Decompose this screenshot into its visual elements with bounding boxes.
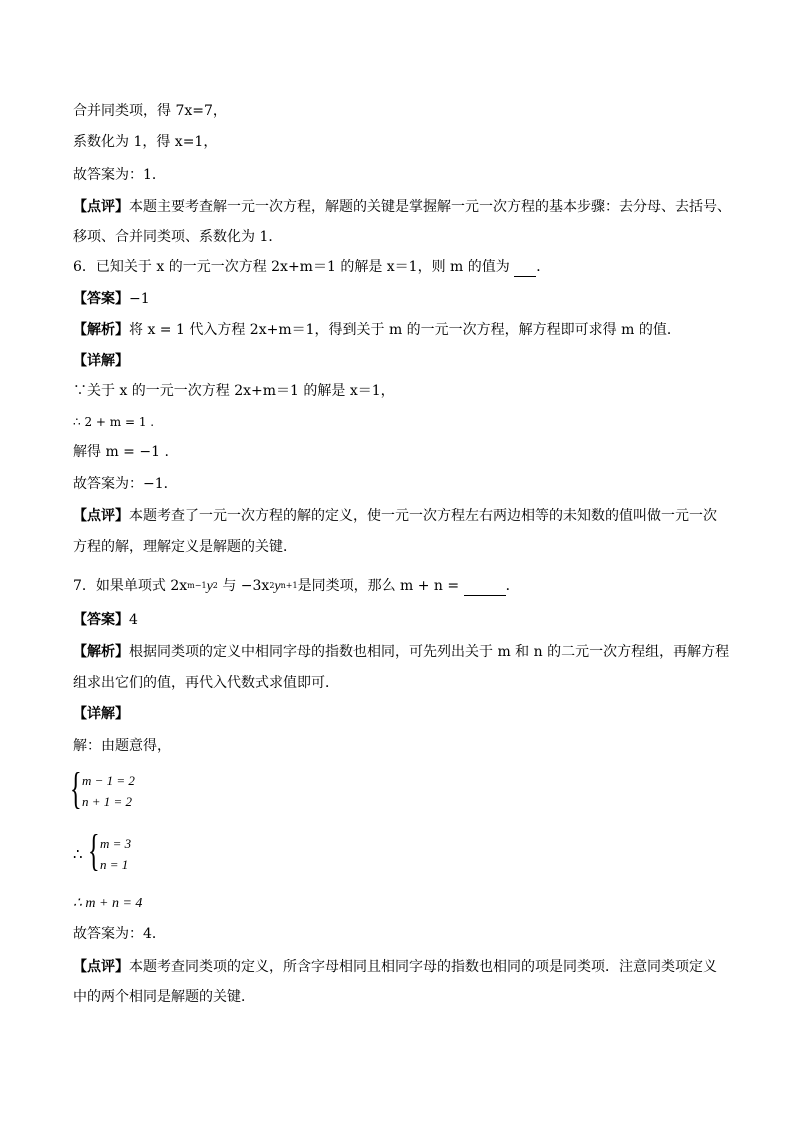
answer-line: [73, 290, 150, 308]
equation-system: [82, 770, 135, 812]
text-line: 故答案为：−1．: [73, 476, 178, 492]
text-line: 系数化为 1，得 x=1，: [73, 134, 218, 150]
answer-value: 4: [129, 612, 138, 628]
text-line: 故答案为：1．: [73, 167, 166, 183]
equation-row: n + 1 = 2: [82, 794, 133, 809]
left-brace: {: [70, 764, 82, 813]
equation-row: m = 3: [100, 836, 132, 851]
comment-line: [73, 958, 717, 976]
answer-tag: 【答案】: [73, 612, 129, 628]
comment-text: 本题考查同类项的定义，所含字母相同且相同字母的指数也相同的项是同类项．注意同类项定义: [129, 959, 717, 975]
analysis-text: 根据同类项的定义中相同字母的指数也相同，可先列出关于 m 和 n 的二元一次方程组，再解方程: [129, 644, 730, 660]
exponent: 2: [212, 581, 218, 590]
analysis-line: [73, 321, 681, 339]
math-line: ∴ m + n = 4: [73, 896, 143, 911]
exponent: m−1: [187, 581, 207, 590]
equation-system: [100, 833, 131, 875]
equation-row: n = 1: [100, 857, 129, 872]
therefore-symbol: ∴: [73, 845, 83, 863]
text-line: 中的两个相同是解题的关键．: [73, 989, 255, 1005]
math-line: ∴ 2 + m = 1 .: [73, 415, 155, 429]
comment-tag: 【点评】: [73, 959, 129, 975]
text-line: ∵关于 x 的一元一次方程 2x+m＝1 的解是 x＝1，: [73, 383, 395, 399]
analysis-line: [73, 643, 729, 661]
question-end: ．: [505, 578, 520, 594]
answer-line: [73, 611, 138, 629]
text-line: 解得 m = −1 .: [73, 444, 169, 460]
answer-blank: [464, 577, 506, 596]
answer-blank: [514, 258, 536, 277]
text-line: 移项、合并同类项、系数化为 1．: [73, 229, 283, 245]
text-line: 方程的解，理解定义是解题的关键．: [73, 539, 297, 555]
question-6: [73, 258, 550, 277]
comment-text: 本题主要考查解一元一次方程，解题的关键是掌握解一元一次方程的基本步骤：去分母、去括号、: [129, 199, 731, 215]
comment-line: [73, 198, 731, 216]
question-text: 6．已知关于 x 的一元一次方程 2x+m＝1 的解是 x＝1，则 m 的值为: [73, 259, 515, 275]
text-line: 解：由题意得，: [73, 738, 171, 754]
text-line: 故答案为：4．: [73, 926, 166, 942]
equation-row: m − 1 = 2: [82, 773, 135, 788]
variable: y: [206, 579, 213, 594]
exponent: n+1: [280, 581, 298, 590]
detail-heading: 【详解】: [73, 706, 129, 722]
text-line: 合并同类项，得 7x=7，: [73, 103, 227, 119]
question-text: 与 −3x: [217, 578, 270, 594]
analysis-tag: 【解析】: [73, 644, 129, 660]
variable: y: [274, 579, 281, 594]
exponent: 2: [269, 581, 275, 590]
question-end: ．: [536, 259, 551, 275]
answer-value: −1: [129, 291, 150, 307]
answer-tag: 【答案】: [73, 291, 129, 307]
comment-tag: 【点评】: [73, 199, 129, 215]
detail-heading: 【详解】: [73, 353, 129, 369]
analysis-text: 将 x = 1 代入方程 2x+m＝1，得到关于 m 的一元一次方程，解方程即可求得 m 的值．: [129, 322, 681, 338]
analysis-tag: 【解析】: [73, 322, 129, 338]
comment-tag: 【点评】: [73, 508, 129, 524]
text-line: 组求出它们的值，再代入代数式求值即可．: [73, 675, 339, 691]
question-7: [73, 577, 520, 596]
left-brace: {: [88, 826, 100, 875]
question-text: 是同类项，那么 m + n =: [297, 578, 464, 594]
comment-line: [73, 507, 717, 525]
comment-text: 本题考查了一元一次方程的解的定义，使一元一次方程左右两边相等的未知数的值叫做一元一次: [129, 508, 717, 524]
question-text: 7．如果单项式 2x: [73, 578, 188, 594]
